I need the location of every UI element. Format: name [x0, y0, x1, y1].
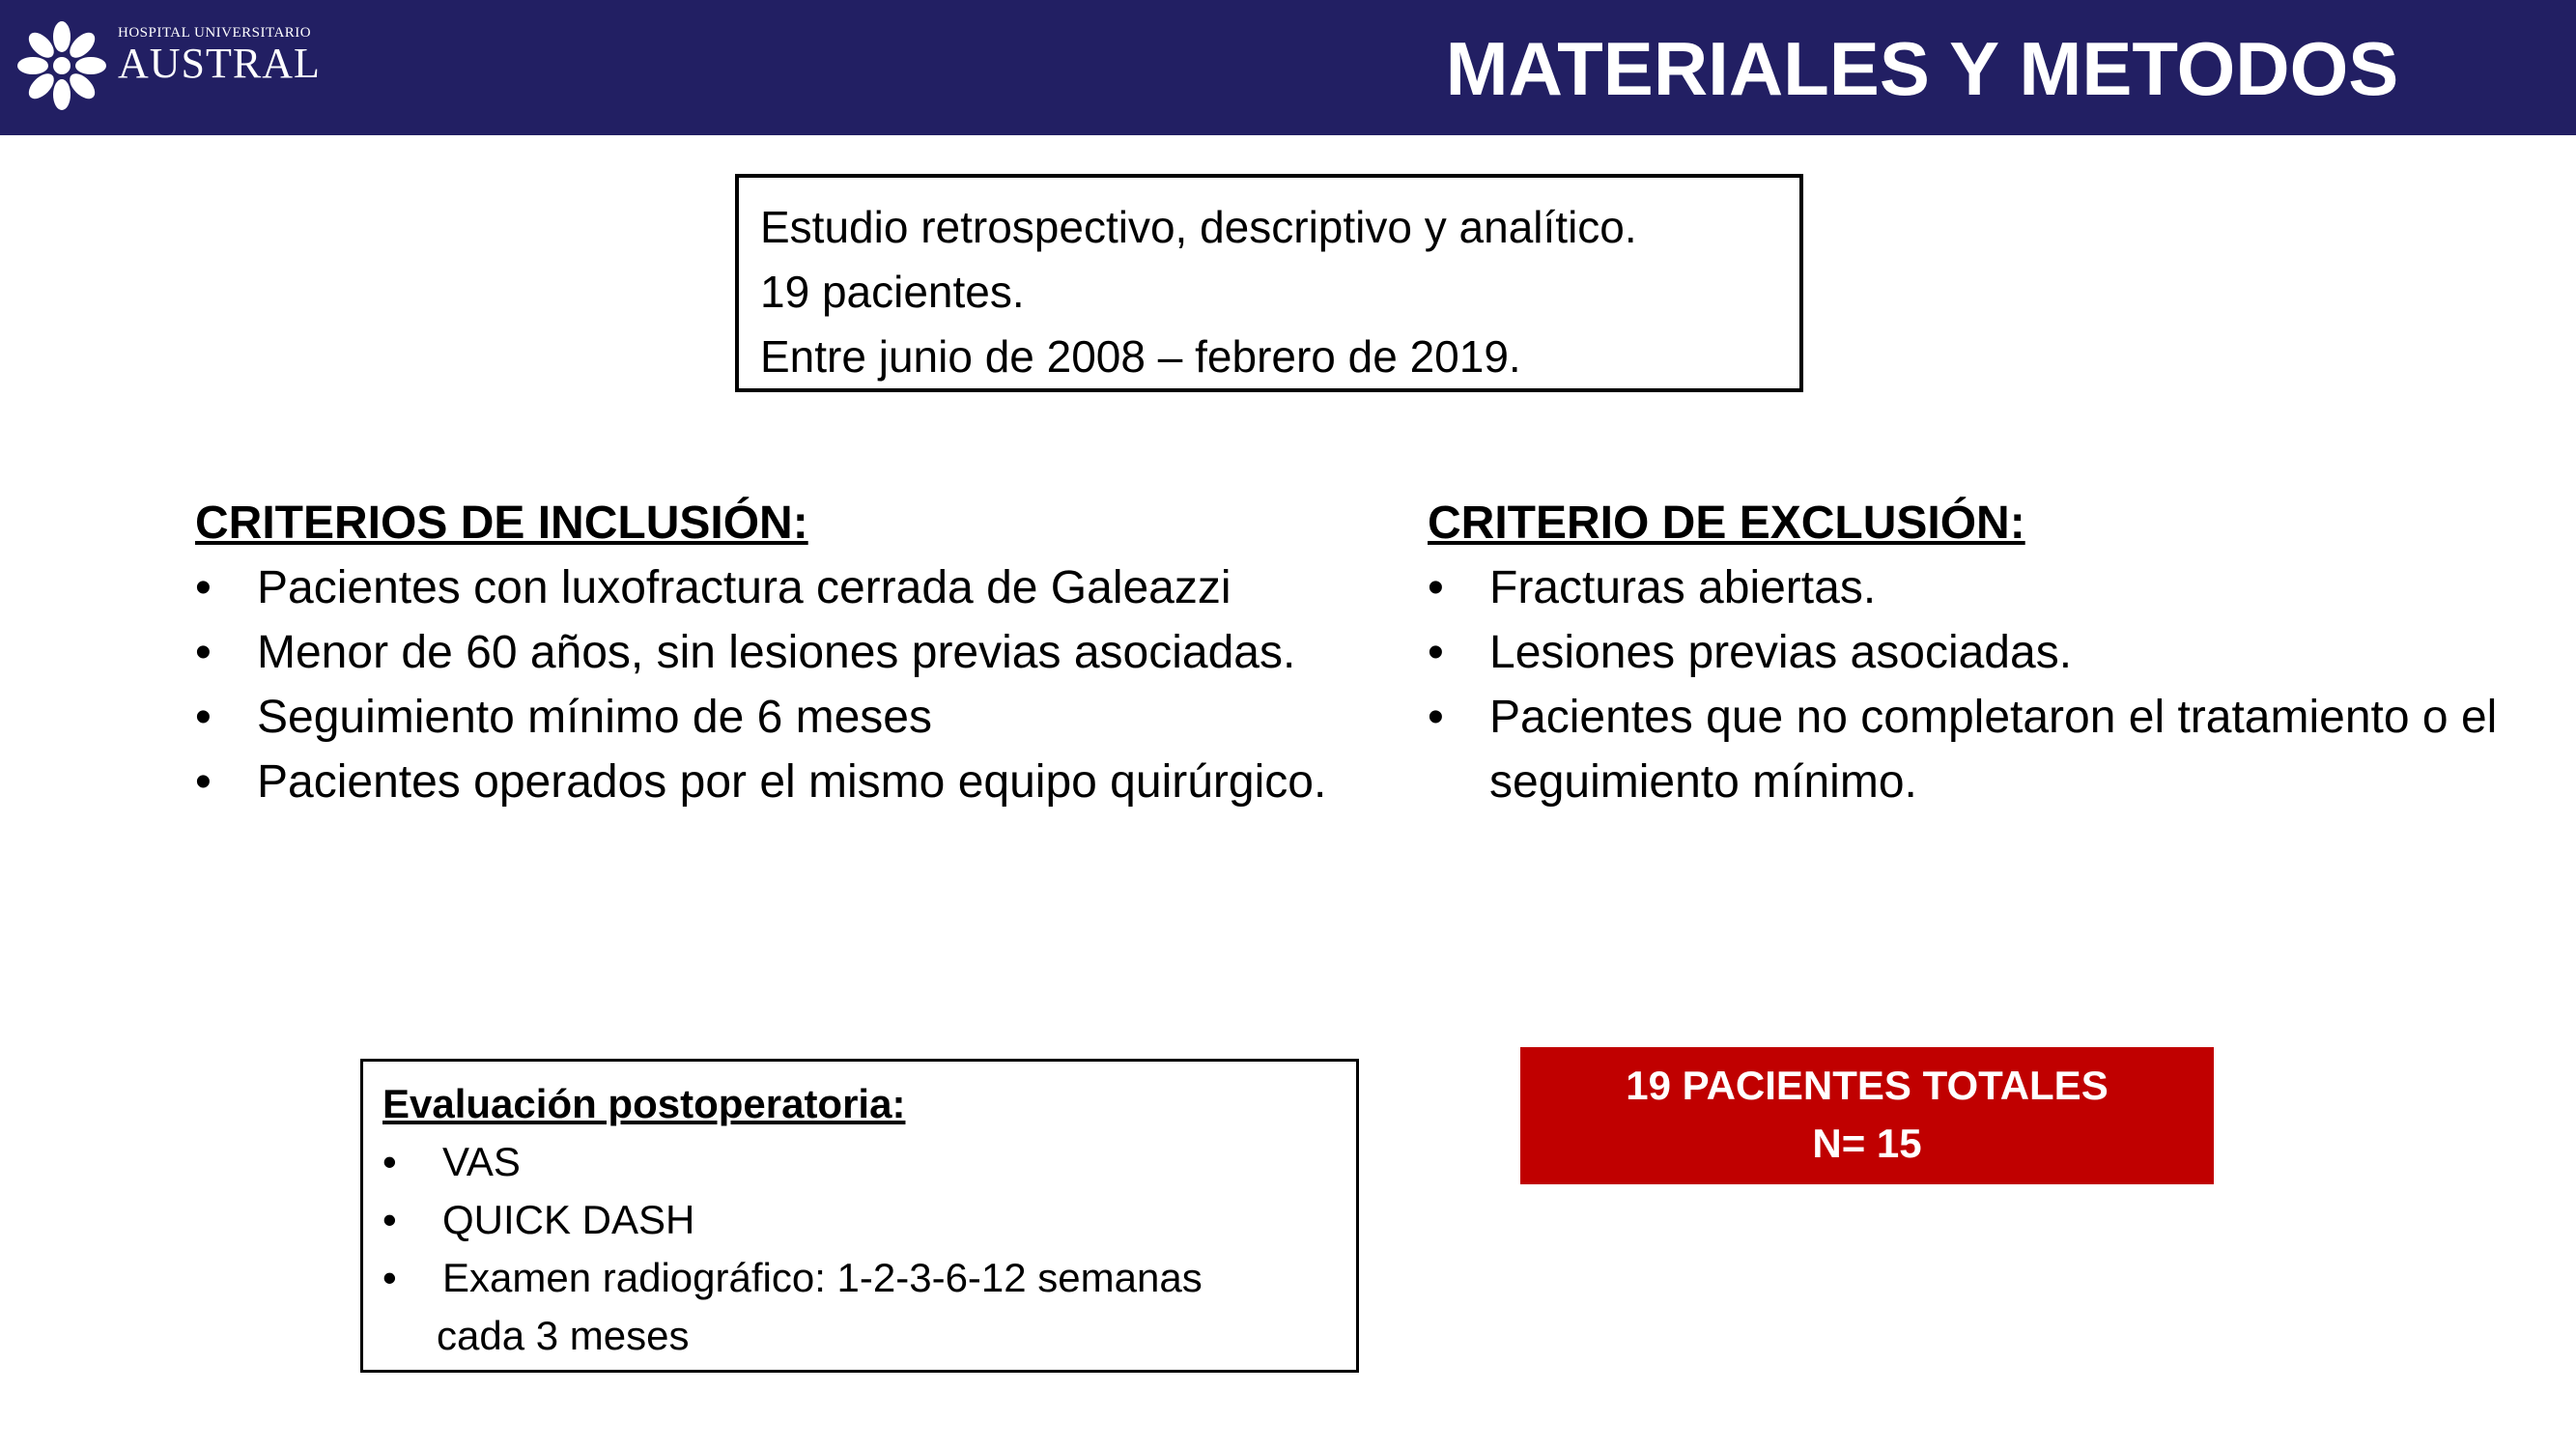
bullet-icon: •: [382, 1139, 397, 1184]
exclusion-list: [1428, 555, 2509, 814]
exclusion-criteria: [1428, 491, 2509, 814]
study-line: 19 pacientes.: [760, 267, 1025, 317]
list-item-text: Seguimiento mínimo de 6 meses: [257, 692, 932, 743]
hospital-logo-icon: [14, 17, 110, 114]
bullet-icon: •: [195, 756, 212, 808]
logo-name: AUSTRAL: [118, 40, 321, 87]
list-item-text: QUICK DASH: [442, 1197, 695, 1242]
list-item: [195, 750, 1345, 814]
list-item-text: Lesiones previas asociadas.: [1489, 627, 2073, 678]
postoperative-evaluation-box: [360, 1059, 1359, 1373]
bullet-icon: •: [195, 562, 212, 613]
list-item-text: VAS: [442, 1139, 521, 1184]
inclusion-heading: CRITERIOS DE INCLUSIÓN:: [195, 497, 808, 549]
bullet-icon: •: [1428, 562, 1444, 613]
study-summary-box: [735, 174, 1803, 392]
list-item-text: Pacientes que no completaron el tratamiento o el seguimiento mínimo.: [1489, 692, 2498, 808]
totals-line: 19 PACIENTES TOTALES: [1626, 1063, 2109, 1108]
list-item: [382, 1191, 1356, 1249]
exclusion-heading: CRITERIO DE EXCLUSIÓN:: [1428, 497, 2025, 549]
list-item-text: Pacientes con luxofractura cerrada de Galeazzi: [257, 562, 1231, 613]
patient-totals-box: [1520, 1047, 2214, 1184]
bullet-icon: •: [1428, 627, 1444, 678]
list-item-text: Menor de 60 años, sin lesiones previas asociadas.: [257, 627, 1296, 678]
study-line: Estudio retrospectivo, descriptivo y analítico.: [760, 202, 1637, 252]
inclusion-list: [195, 555, 1345, 814]
list-item: [382, 1133, 1356, 1191]
bullet-icon: •: [195, 692, 212, 743]
header-bar: [0, 0, 2576, 135]
logo-subtitle: HOSPITAL UNIVERSITARIO: [118, 25, 312, 41]
list-item: [195, 620, 1345, 685]
list-item: [1428, 685, 2509, 814]
bullet-icon: •: [382, 1197, 397, 1242]
list-item-text: Pacientes operados por el mismo equipo quirúrgico.: [257, 756, 1327, 808]
bullet-icon: •: [195, 627, 212, 678]
list-item: [1428, 620, 2509, 685]
evaluation-continuation: cada 3 meses: [437, 1313, 690, 1358]
study-line: Entre junio de 2008 – febrero de 2019.: [760, 331, 1521, 382]
evaluation-heading: Evaluación postoperatoria:: [382, 1081, 906, 1126]
list-item: [382, 1249, 1356, 1307]
page-title: MATERIALES Y METODOS: [1445, 26, 2399, 111]
bullet-icon: •: [1428, 692, 1444, 743]
inclusion-criteria: [195, 491, 1345, 814]
list-item: [1428, 555, 2509, 620]
list-item: [195, 555, 1345, 620]
list-item: [195, 685, 1345, 750]
list-item-text: Examen radiográfico: 1-2-3-6-12 semanas: [442, 1255, 1203, 1300]
totals-count: N= 15: [1812, 1121, 1922, 1166]
list-item-text: Fracturas abiertas.: [1489, 562, 1877, 613]
evaluation-list: [382, 1133, 1356, 1307]
bullet-icon: •: [382, 1255, 397, 1300]
